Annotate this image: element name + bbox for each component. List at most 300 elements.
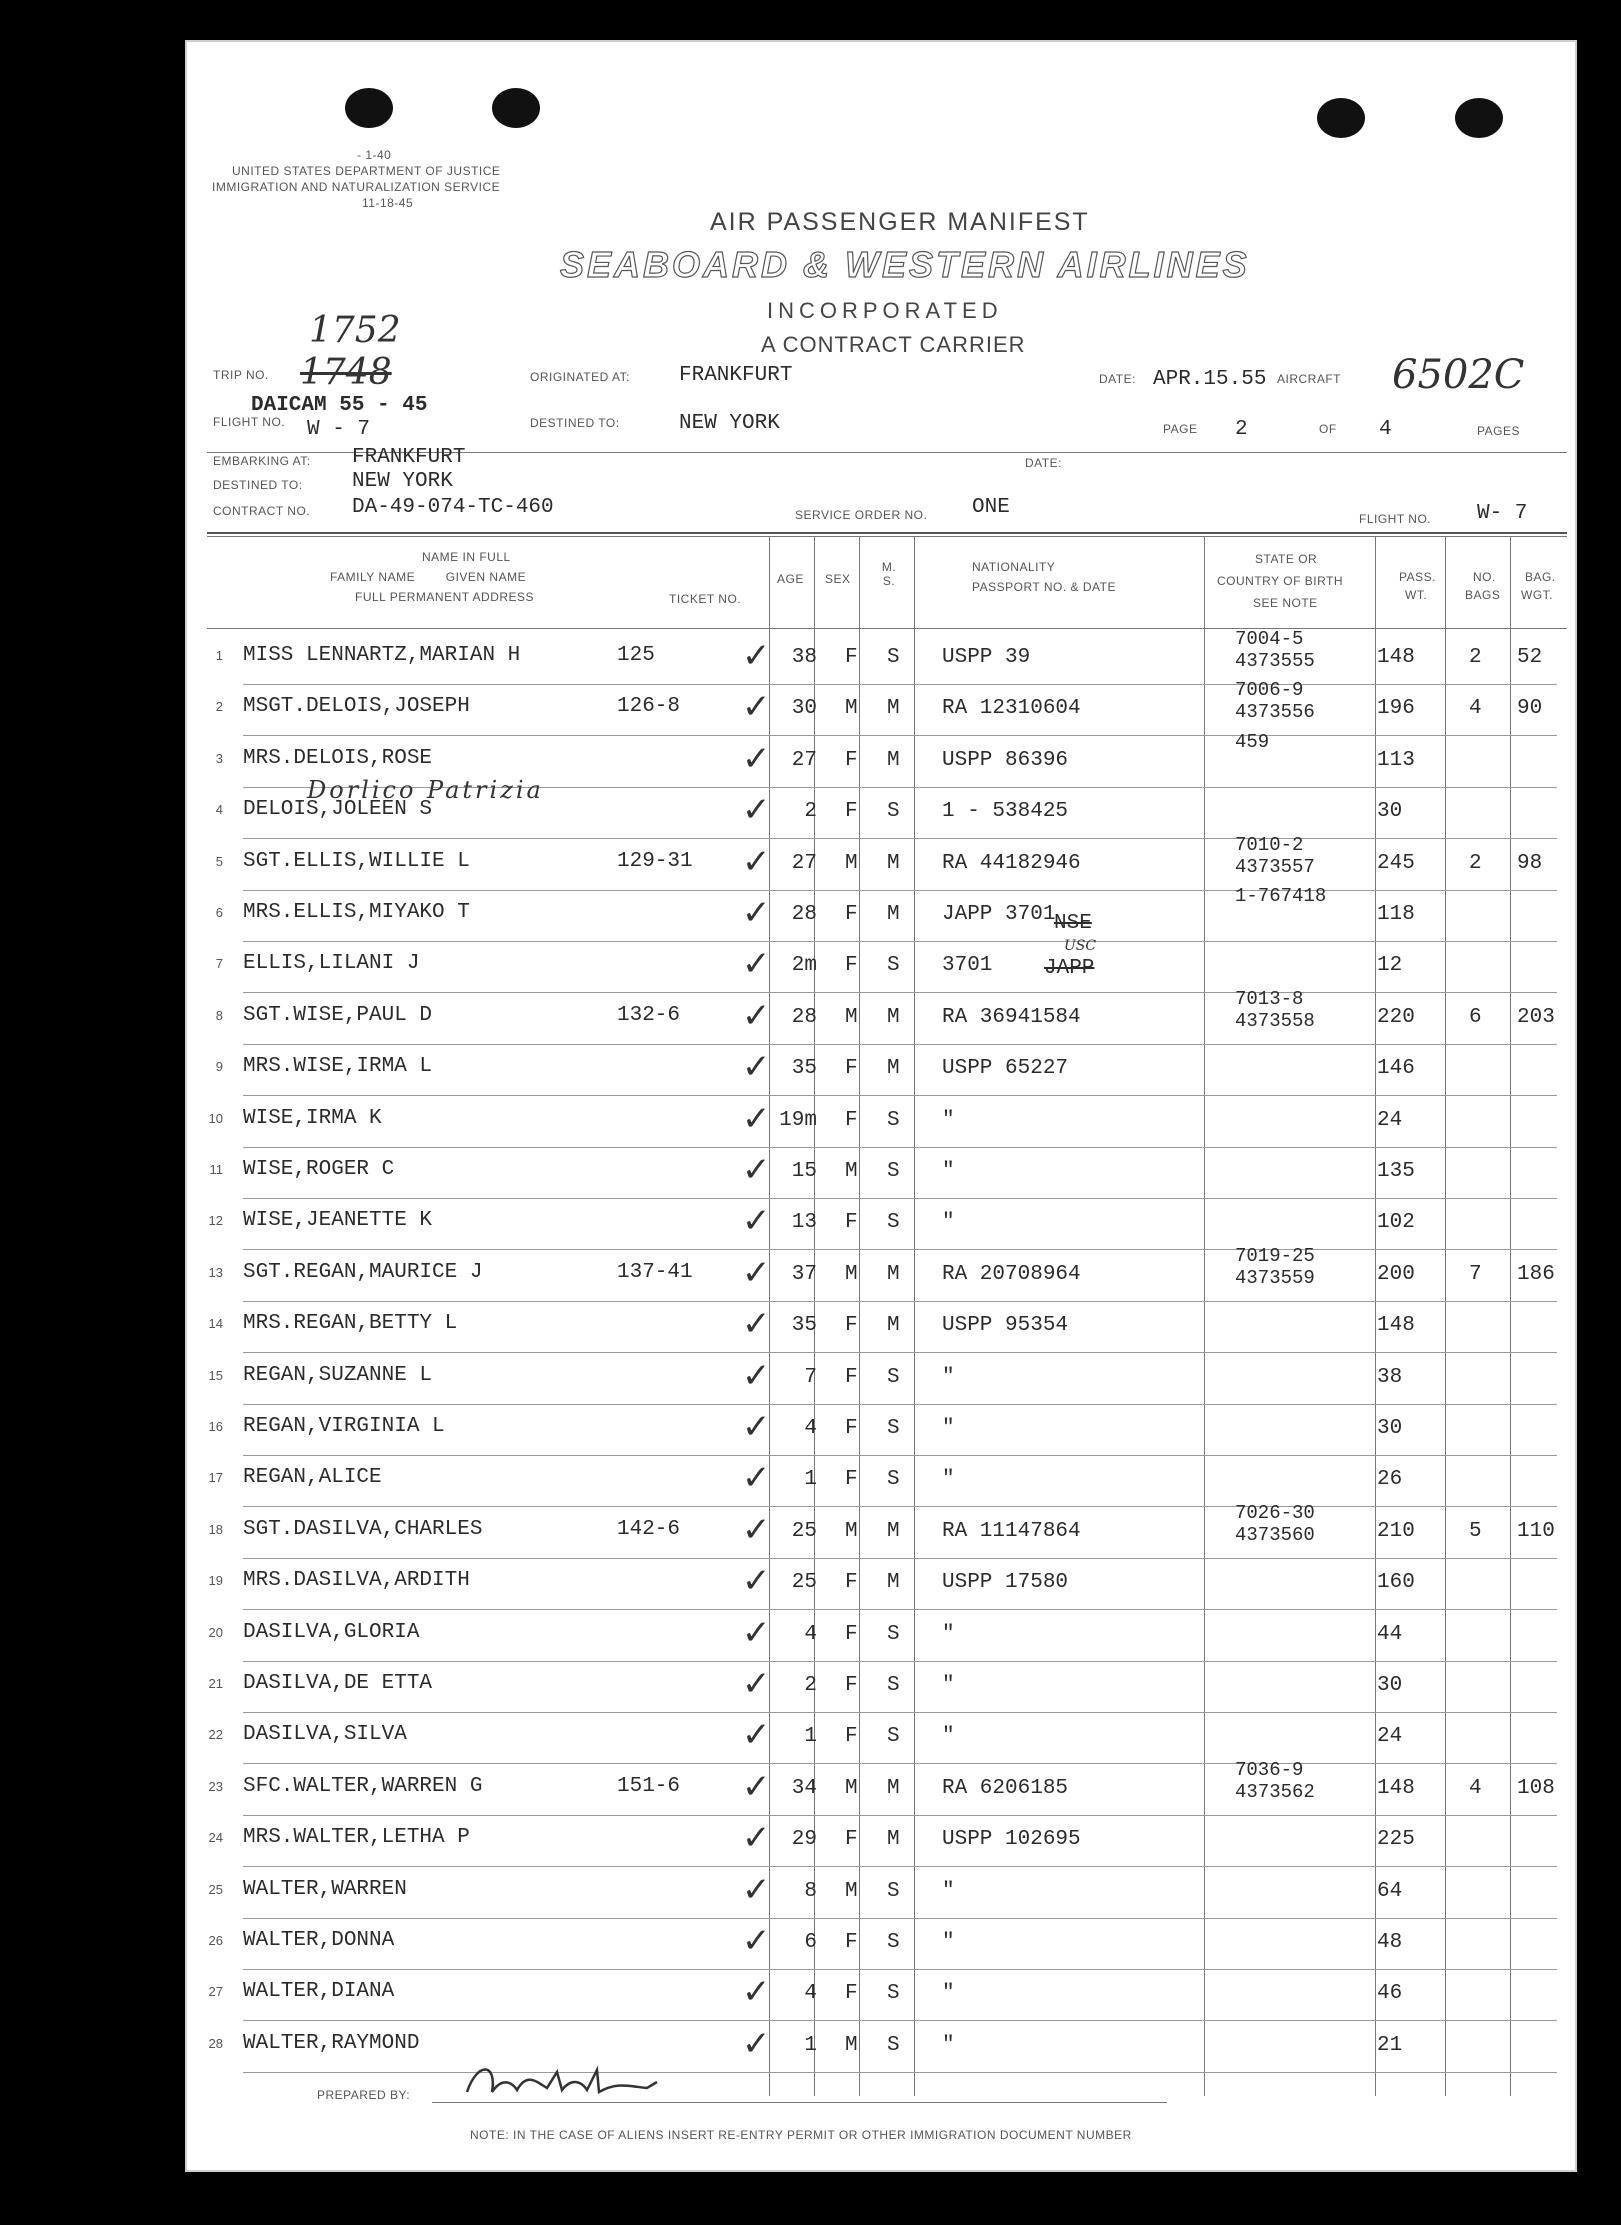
checkmark-icon: ✓: [742, 893, 771, 933]
passport-cell: ": [942, 1468, 955, 1492]
marital-status-cell: M: [887, 903, 900, 926]
bag-weight-cell: 203: [1517, 1005, 1555, 1029]
passport-cell: ": [942, 1982, 955, 2006]
flight-no-value: W - 7: [307, 418, 371, 441]
passport-cell: USPP 39: [942, 646, 1031, 669]
row-number: 11: [209, 1162, 223, 1177]
passport-cell: ": [942, 1879, 955, 1903]
passenger-weight-cell: 64: [1377, 1879, 1403, 1903]
table-row: [207, 1758, 1557, 1816]
marital-status-cell: M: [887, 851, 900, 875]
marital-status-cell: S: [887, 1417, 900, 1440]
col-name-3: FULL PERMANENT ADDRESS: [355, 590, 535, 604]
passport-cell: 1 - 538425: [942, 800, 1069, 824]
row-number: 23: [208, 1778, 223, 1794]
table-row: [207, 1456, 1557, 1507]
age-cell: 27: [791, 851, 817, 875]
passport-cell: USPP 65227: [942, 1057, 1069, 1081]
agency-line-2: IMMIGRATION AND NATURALIZATION SERVICE: [212, 180, 501, 194]
carrier-label: A CONTRACT CARRIER: [761, 332, 1026, 357]
bag-count-cell: 4: [1469, 697, 1482, 721]
service-order-label: SERVICE ORDER NO.: [795, 508, 928, 522]
marital-status-cell: M: [887, 1776, 900, 1800]
bag-weight-cell: 52: [1517, 646, 1543, 669]
page-value: 2: [1235, 418, 1248, 441]
row-number: 18: [208, 1521, 223, 1537]
col-bags-1: NO.: [1473, 570, 1496, 584]
passport-cell: 3701: [942, 954, 993, 978]
table-row: [207, 1662, 1557, 1713]
bag-weight-cell: 108: [1517, 1776, 1555, 1800]
passport-cell: ": [942, 1108, 955, 1132]
birth-country-cell: 7036-9 4373562: [1235, 1758, 1315, 1803]
checkmark-icon: ✓: [742, 1715, 771, 1756]
age-cell: 28: [791, 1005, 817, 1029]
age-cell: 6: [804, 1931, 817, 1954]
row-number: 12: [208, 1213, 223, 1229]
table-row: [207, 1302, 1557, 1353]
passenger-weight-cell: 146: [1377, 1057, 1415, 1081]
manifest-title: AIR PASSENGER MANIFEST: [710, 208, 1090, 236]
row-rule: [243, 2072, 1557, 2073]
age-cell: 4: [804, 1622, 817, 1646]
sex-cell: F: [845, 1725, 858, 1749]
age-cell: 7: [804, 1365, 817, 1389]
ticket-number: 137-41: [617, 1260, 693, 1284]
passenger-weight-cell: 24: [1377, 1108, 1403, 1132]
table-row: [207, 1611, 1557, 1662]
passport-cell: RA 20708964: [942, 1262, 1081, 1286]
table-row: [207, 1148, 1557, 1199]
destined-label: DESTINED TO:: [530, 416, 620, 430]
age-cell: 35: [791, 1314, 817, 1338]
col-age: AGE: [777, 572, 804, 586]
passenger-name: WISE,ROGER C: [243, 1158, 395, 1181]
row6-struck-text: NSE: [1054, 912, 1092, 935]
passport-cell: ": [942, 2033, 955, 2057]
table-row: [207, 1713, 1557, 1764]
marital-status-cell: S: [887, 1365, 900, 1389]
sex-cell: F: [845, 646, 858, 669]
passenger-weight-cell: 44: [1377, 1622, 1403, 1646]
passenger-name: REGAN,SUZANNE L: [243, 1363, 433, 1387]
marital-status-cell: S: [887, 1108, 900, 1132]
checkmark-icon: ✓: [742, 1458, 771, 1499]
table-row: [207, 1405, 1557, 1456]
ticket-number: 142-6: [617, 1517, 681, 1541]
passenger-name: ELLIS,LILANI J: [243, 952, 420, 976]
passenger-weight-cell: 196: [1377, 697, 1415, 721]
punch-hole: [1317, 98, 1365, 138]
originated-label: ORIGINATED AT:: [530, 370, 630, 384]
col-bagw-1: BAG.: [1525, 570, 1556, 584]
sex-cell: M: [845, 851, 858, 875]
row-number: 15: [208, 1367, 223, 1383]
passenger-name: MRS.DASILVA,ARDITH: [243, 1569, 470, 1593]
passenger-weight-cell: 220: [1377, 1005, 1415, 1029]
age-cell: 1: [804, 2033, 817, 2057]
passenger-weight-cell: 30: [1377, 1674, 1403, 1697]
row-number: 4: [215, 802, 223, 818]
marital-status-cell: S: [887, 1931, 900, 1954]
passport-cell: RA 11147864: [942, 1519, 1081, 1543]
row-number: 6: [215, 905, 223, 920]
col-pass-2: WT.: [1405, 588, 1428, 602]
col-ms: M. S.: [881, 560, 897, 588]
col-ticket: TICKET NO.: [669, 592, 742, 606]
passport-cell: ": [942, 1622, 955, 1646]
passport-cell: RA 44182946: [942, 851, 1081, 875]
row-number: 13: [208, 1264, 223, 1280]
sex-cell: M: [845, 2033, 858, 2057]
passenger-name: WALTER,WARREN: [243, 1877, 407, 1901]
passenger-name: DASILVA,SILVA: [243, 1723, 407, 1747]
marital-status-cell: S: [887, 1725, 900, 1749]
embarking-label: EMBARKING AT:: [213, 454, 311, 468]
sex-cell: M: [845, 1005, 858, 1029]
birth-country-cell: 7013-8 4373558: [1235, 987, 1315, 1032]
col-state-2: COUNTRY OF BIRTH: [1217, 574, 1344, 588]
bag-count-cell: 6: [1469, 1005, 1482, 1029]
table-row: [207, 1199, 1557, 1250]
table-row: [207, 1097, 1557, 1148]
bag-count-cell: 5: [1469, 1519, 1482, 1543]
age-cell: 37: [791, 1262, 817, 1286]
marital-status-cell: S: [887, 1160, 900, 1183]
checkmark-icon: ✓: [742, 1509, 771, 1550]
passenger-name: DELOIS,JOLEEN S: [243, 798, 433, 822]
row4-handwritten-name: Dorlico Patrizia: [307, 776, 544, 804]
table-top-rule-2: [207, 536, 1567, 537]
date-value: APR.15.55: [1153, 368, 1267, 391]
form-number: - 1-40: [357, 148, 392, 162]
sex-cell: F: [845, 954, 858, 978]
passenger-name: WALTER,RAYMOND: [243, 2031, 420, 2055]
passport-cell: USPP 86396: [942, 748, 1069, 772]
marital-status-cell: S: [887, 646, 900, 669]
checkmark-icon: ✓: [742, 2023, 771, 2064]
marital-status-cell: M: [887, 1005, 900, 1029]
passenger-weight-cell: 245: [1377, 851, 1415, 875]
age-cell: 30: [791, 697, 817, 721]
birth-country-cell: 1-767418: [1235, 885, 1327, 907]
row7-annotation: USC: [1064, 938, 1097, 954]
sex-cell: M: [845, 697, 858, 721]
age-cell: 2: [804, 1674, 817, 1697]
row-number: 21: [208, 1676, 223, 1691]
age-cell: 1: [804, 1725, 817, 1749]
passenger-name: MRS.WISE,IRMA L: [243, 1055, 433, 1079]
checkmark-icon: ✓: [742, 841, 771, 882]
sex-cell: F: [845, 1365, 858, 1389]
passport-cell: ": [942, 1931, 955, 1954]
age-cell: 13: [791, 1211, 817, 1235]
birth-country-cell: 7004-5 4373555: [1235, 628, 1315, 672]
punch-hole: [345, 88, 393, 128]
marital-status-cell: M: [887, 1057, 900, 1081]
marital-status-cell: M: [887, 1262, 900, 1286]
pages-label: PAGES: [1477, 424, 1520, 438]
manifest-sheet: [187, 42, 1575, 2170]
table-row: [207, 1970, 1557, 2021]
sex-cell: F: [845, 1108, 858, 1132]
age-cell: 1: [804, 1468, 817, 1492]
signature: [457, 2052, 687, 2112]
sex-cell: F: [845, 1931, 858, 1954]
passenger-weight-cell: 148: [1377, 1314, 1415, 1338]
passport-cell: ": [942, 1160, 955, 1183]
sex-cell: M: [845, 1879, 858, 1903]
table-row: [207, 942, 1557, 993]
checkmark-icon: ✓: [742, 1201, 771, 1242]
passenger-name: SGT.REGAN,MAURICE J: [243, 1260, 483, 1284]
marital-status-cell: M: [887, 748, 900, 772]
checkmark-icon: ✓: [742, 1869, 771, 1910]
trip-no-value: 1752: [309, 310, 401, 351]
page-label: PAGE: [1163, 422, 1198, 436]
marital-status-cell: S: [887, 1674, 900, 1697]
passenger-name: SGT.WISE,PAUL D: [243, 1003, 433, 1027]
destined2-value: NEW YORK: [352, 470, 453, 493]
ticket-number: 126-8: [617, 695, 681, 719]
row-number: 5: [215, 853, 223, 869]
table-row: [207, 679, 1557, 736]
service-order-value: ONE: [972, 496, 1010, 519]
row-number: 3: [215, 750, 223, 766]
passenger-weight-cell: 24: [1377, 1725, 1403, 1749]
table-row: [207, 1868, 1557, 1919]
row-number: 17: [208, 1470, 223, 1486]
contract-value: DA-49-074-TC-460: [352, 496, 554, 519]
passenger-weight-cell: 38: [1377, 1365, 1403, 1389]
checkmark-icon: ✓: [742, 687, 771, 728]
age-cell: 2m: [791, 954, 817, 978]
sex-cell: F: [845, 1828, 858, 1852]
col-name-1: NAME IN FULL: [422, 550, 511, 564]
row-number: 7: [215, 956, 223, 972]
passenger-name: WALTER,DONNA: [243, 1929, 395, 1952]
agency-line-3: 11-18-45: [362, 196, 414, 210]
passenger-weight-cell: 46: [1377, 1982, 1403, 2006]
passenger-name: SGT.DASILVA,CHARLES: [243, 1517, 483, 1541]
contract-label: CONTRACT NO.: [213, 504, 311, 518]
checkmark-icon: ✓: [742, 636, 771, 676]
age-cell: 4: [804, 1982, 817, 2006]
col-state-3: SEE NOTE: [1253, 596, 1318, 610]
footer-note: NOTE: IN THE CASE OF ALIENS INSERT RE-ENTRY PERMIT OR OTHER IMMIGRATION DOCUMENT NUMBER: [470, 2128, 1132, 2142]
table-row: [207, 833, 1557, 891]
marital-status-cell: S: [887, 1622, 900, 1646]
bag-weight-cell: 90: [1517, 697, 1543, 721]
sex-cell: F: [845, 1057, 858, 1081]
passenger-weight-cell: 225: [1377, 1828, 1415, 1852]
incorporated-label: INCORPORATED: [767, 298, 1003, 323]
passenger-name: WALTER,DIANA: [243, 1980, 395, 2004]
bag-count-cell: 2: [1469, 851, 1482, 875]
passenger-name: MISS LENNARTZ,MARIAN H: [243, 644, 521, 667]
date-label: DATE:: [1099, 372, 1136, 386]
ticket-number: 132-6: [617, 1003, 681, 1027]
passport-cell: ": [942, 1674, 955, 1697]
row-number: 25: [208, 1881, 223, 1897]
table-row: [207, 1919, 1557, 1970]
checkmark-icon: ✓: [742, 1612, 771, 1653]
ticket-number: 125: [617, 644, 655, 667]
checkmark-icon: ✓: [742, 1664, 771, 1704]
checkmark-icon: ✓: [742, 1818, 771, 1859]
passenger-weight-cell: 30: [1377, 1417, 1403, 1440]
checkmark-icon: ✓: [742, 1561, 771, 1602]
aircraft-value: 6502C: [1392, 352, 1525, 398]
prepared-by-label: PREPARED BY:: [317, 2088, 411, 2102]
of-value: 4: [1379, 418, 1392, 441]
passport-cell: USPP 102695: [942, 1828, 1081, 1852]
marital-status-cell: M: [887, 1828, 900, 1852]
birth-country-cell: 7010-2 4373557: [1235, 833, 1315, 878]
passenger-name: DASILVA,DE ETTA: [243, 1672, 433, 1695]
passenger-weight-cell: 113: [1377, 748, 1415, 772]
row-number: 16: [208, 1419, 223, 1434]
age-cell: 35: [791, 1057, 817, 1081]
embarking-value: FRANKFURT: [352, 446, 466, 469]
row-number: 19: [208, 1573, 223, 1589]
destined2-label: DESTINED TO:: [213, 478, 303, 492]
passport-cell: ": [942, 1365, 955, 1389]
table-row: [207, 1045, 1557, 1096]
age-cell: 28: [791, 903, 817, 926]
row-number: 26: [208, 1933, 223, 1948]
passenger-name: MRS.REGAN,BETTY L: [243, 1312, 458, 1336]
checkmark-icon: ✓: [742, 995, 771, 1036]
row-number: 14: [208, 1316, 223, 1332]
passenger-name: MRS.WALTER,LETHA P: [243, 1826, 470, 1850]
col-name-2: FAMILY NAME GIVEN NAME: [330, 570, 527, 584]
passport-cell: ": [942, 1725, 955, 1749]
marital-status-cell: S: [887, 1879, 900, 1903]
passenger-weight-cell: 148: [1377, 646, 1415, 669]
sex-cell: F: [845, 1982, 858, 2006]
passenger-weight-cell: 12: [1377, 954, 1403, 978]
birth-country-cell: 7019-25 4373559: [1235, 1244, 1315, 1289]
sex-cell: M: [845, 1262, 858, 1286]
sex-cell: F: [845, 1417, 858, 1440]
passport-cell: ": [942, 1417, 955, 1440]
marital-status-cell: M: [887, 1314, 900, 1338]
checkmark-icon: ✓: [742, 1921, 771, 1961]
punch-hole: [1455, 98, 1503, 138]
age-cell: 8: [804, 1879, 817, 1903]
col-nat-1: NATIONALITY: [972, 560, 1056, 574]
passport-cell: ": [942, 1211, 955, 1235]
trip-no-struck: 1748: [300, 352, 392, 393]
sex-cell: F: [845, 1211, 858, 1235]
passenger-name: SFC.WALTER,WARREN G: [243, 1774, 483, 1798]
passenger-weight-cell: 148: [1377, 1776, 1415, 1800]
passenger-name: REGAN,VIRGINIA L: [243, 1415, 445, 1438]
passenger-name: DASILVA,GLORIA: [243, 1620, 420, 1644]
sex-cell: F: [845, 800, 858, 824]
age-cell: 15: [791, 1160, 817, 1183]
passenger-weight-cell: 102: [1377, 1211, 1415, 1235]
passenger-name: MRS.ELLIS,MIYAKO T: [243, 901, 470, 924]
table-row: [207, 1354, 1557, 1405]
passenger-weight-cell: 26: [1377, 1468, 1403, 1492]
table-row: [207, 885, 1557, 942]
punch-hole: [492, 88, 540, 128]
row-number: 24: [208, 1830, 223, 1846]
row-number: 22: [208, 1727, 223, 1743]
birth-country-cell: 459: [1235, 730, 1270, 753]
passenger-name: MRS.DELOIS,ROSE: [243, 746, 433, 770]
checkmark-icon: ✓: [742, 1766, 771, 1807]
checkmark-icon: ✓: [742, 1355, 771, 1396]
checkmark-icon: ✓: [742, 1304, 771, 1345]
aircraft-label: AIRCRAFT: [1277, 372, 1341, 386]
checkmark-icon: ✓: [742, 790, 771, 831]
table-row: [207, 1244, 1557, 1302]
passport-cell: RA 12310604: [942, 697, 1081, 721]
bag-count-cell: 7: [1469, 1262, 1482, 1286]
row7-struck-text: JAPP: [1044, 957, 1095, 980]
row-number: 8: [215, 1007, 223, 1023]
sex-cell: M: [845, 1776, 858, 1800]
row-number: 9: [215, 1059, 223, 1075]
passenger-weight-cell: 210: [1377, 1519, 1415, 1543]
age-cell: 25: [791, 1519, 817, 1543]
passenger-name: SGT.ELLIS,WILLIE L: [243, 849, 470, 873]
col-state-1: STATE OR: [1255, 552, 1318, 566]
checkmark-icon: ✓: [742, 1098, 771, 1139]
sex-cell: F: [845, 1468, 858, 1492]
destined-value: NEW YORK: [679, 412, 780, 435]
passenger-weight-cell: 160: [1377, 1571, 1415, 1595]
marital-status-cell: S: [887, 800, 900, 824]
age-cell: 4: [804, 1417, 817, 1440]
header-bottom-rule: [207, 628, 1567, 629]
table-row: [207, 987, 1557, 1045]
age-cell: 25: [791, 1571, 817, 1595]
row-number: 20: [208, 1624, 223, 1640]
checkmark-icon: ✓: [742, 1252, 771, 1293]
agency-line-1: UNITED STATES DEPARTMENT OF JUSTICE: [232, 164, 501, 178]
marital-status-cell: M: [887, 1571, 900, 1595]
checkmark-icon: ✓: [742, 1150, 771, 1190]
ticket-number: 151-6: [617, 1774, 681, 1798]
trip-no-label: TRIP NO.: [213, 368, 269, 382]
airline-name: SEABOARD & WESTERN AIRLINES: [560, 244, 1250, 285]
birth-country-cell: 7006-9 4373556: [1235, 679, 1315, 724]
age-cell: 38: [791, 646, 817, 669]
passport-cell: JAPP 3701: [942, 903, 1056, 926]
marital-status-cell: S: [887, 2033, 900, 2057]
marital-status-cell: S: [887, 1982, 900, 2006]
marital-status-cell: S: [887, 1211, 900, 1235]
passenger-name: REGAN,ALICE: [243, 1466, 382, 1490]
checkmark-icon: ✓: [742, 1407, 771, 1447]
table-row: [207, 1559, 1557, 1610]
row-number: 28: [208, 2035, 223, 2051]
bag-weight-cell: 98: [1517, 851, 1543, 875]
sex-cell: F: [845, 1674, 858, 1697]
row-number: 2: [215, 699, 223, 715]
flight2-value: W- 7: [1477, 502, 1528, 525]
table-row: [207, 628, 1557, 685]
sex-cell: F: [845, 1314, 858, 1338]
passenger-name: WISE,JEANETTE K: [243, 1209, 433, 1233]
age-cell: 2: [804, 800, 817, 824]
age-cell: 27: [791, 748, 817, 772]
checkmark-icon: ✓: [742, 944, 771, 985]
